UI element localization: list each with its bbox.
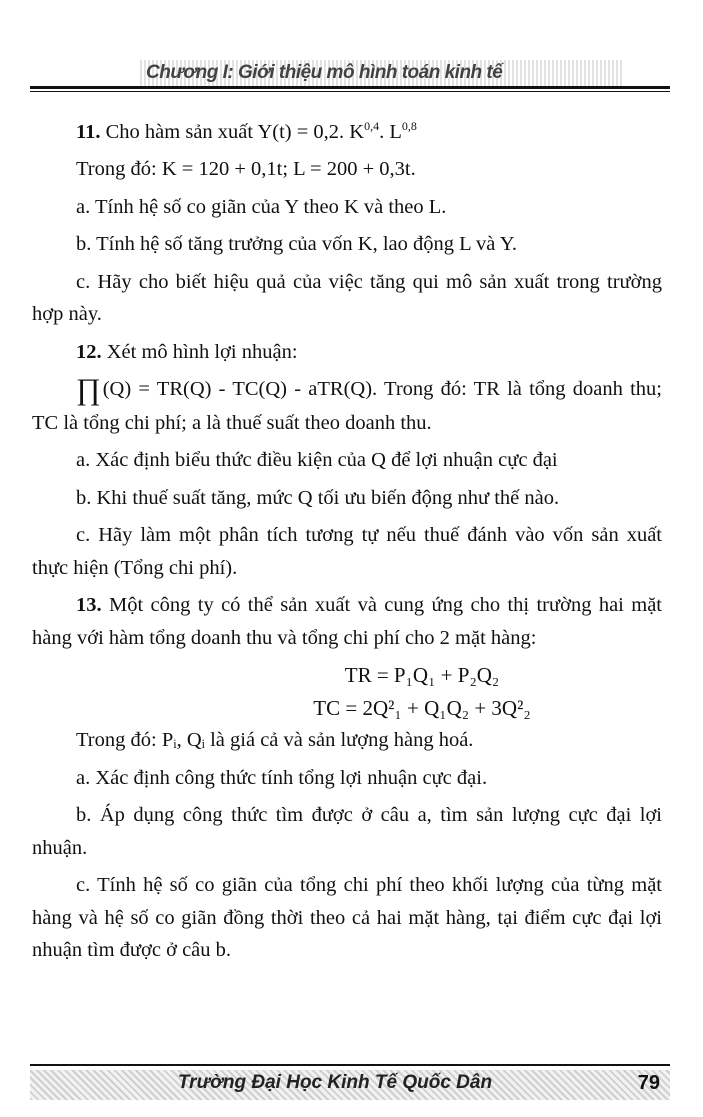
chapter-title: Chương I: Giới thiệu mô hình toán kinh tế (140, 60, 622, 86)
q11-part-c: c. Hãy cho biết hiệu quả của việc tăng qui mô sản xuất trong trường hợp này. (32, 270, 662, 326)
header-rule-thin (30, 91, 670, 92)
page-header (30, 58, 670, 92)
header-rule (30, 86, 670, 89)
q13-equation-tc: TC = 2Q²₁ + Q₁Q₂ + 3Q²₂ (313, 695, 531, 720)
q13-where: Trong đó: Pᵢ, Qᵢ là giá cả và sản lượng hàng hoá. (76, 729, 474, 752)
q13-number: 13. (76, 594, 102, 617)
q11-where: Trong đó: K = 120 + 0,1t; L = 200 + 0,3t. (76, 158, 416, 181)
q13-stem: 13. Một công ty có thể sản xuất và cung ứng cho thị trường hai mặt hàng với hàm tổng doanh thu và tổng chi phí cho 2 mặt hàng: (32, 594, 662, 649)
q12-formula: ∏(Q) = TR(Q) - TC(Q) - aTR(Q). Trong đó: TR là tổng doanh thu; TC là tổng chi phí; a là thuế suất theo doanh thu. (32, 373, 662, 434)
q12-number: 12. (76, 340, 102, 363)
footer-rule (30, 1064, 670, 1066)
page-footer (30, 1064, 670, 1104)
q11-part-a: a. Tính hệ số co giãn của Y theo K và theo L. (76, 195, 447, 218)
q13-equation-tr: TR = P₁Q₁ + P₂Q₂ (344, 663, 500, 688)
q12-part-a: a. Xác định biểu thức điều kiện của Q để lợi nhuận cực đại (76, 449, 558, 472)
product-pi-symbol: ∏ (76, 373, 101, 407)
page-body (32, 110, 662, 972)
q11-stem: 11. Cho hàm sản xuất Y(t) = 0,2. K$^{0,4}$. L$^{0,8}$ (76, 119, 417, 143)
q11-part-b: b. Tính hệ số tăng trưởng của vốn K, lao động L và Y. (76, 233, 518, 256)
q13-part-a: a. Xác định công thức tính tổng lợi nhuận cực đại. (76, 766, 488, 789)
publisher-name: Trường Đại Học Kinh Tế Quốc Dân (177, 1072, 493, 1093)
page-number: 79 (637, 1072, 660, 1094)
q13-part-c: c. Tính hệ số co giãn của tổng chi phí theo khối lượng của từng mặt hàng và hệ số co giãn đồng thời theo cả hai mặt hàng, tại điểm cực đại lợi nhuận tìm được ở câu b. (32, 874, 662, 962)
q12-part-c: c. Hãy làm một phân tích tương tự nếu thuế đánh vào vốn sản xuất thực hiện (Tổng chi phí). (32, 524, 662, 579)
q11-number: 11. (76, 120, 101, 143)
q12-stem: 12. Xét mô hình lợi nhuận: (76, 340, 298, 363)
q13-part-b: b. Áp dụng công thức tìm được ở câu a, tìm sản lượng cực đại lợi nhuận. (32, 804, 662, 859)
q12-part-b: b. Khi thuế suất tăng, mức Q tối ưu biến động như thế nào. (76, 486, 560, 509)
